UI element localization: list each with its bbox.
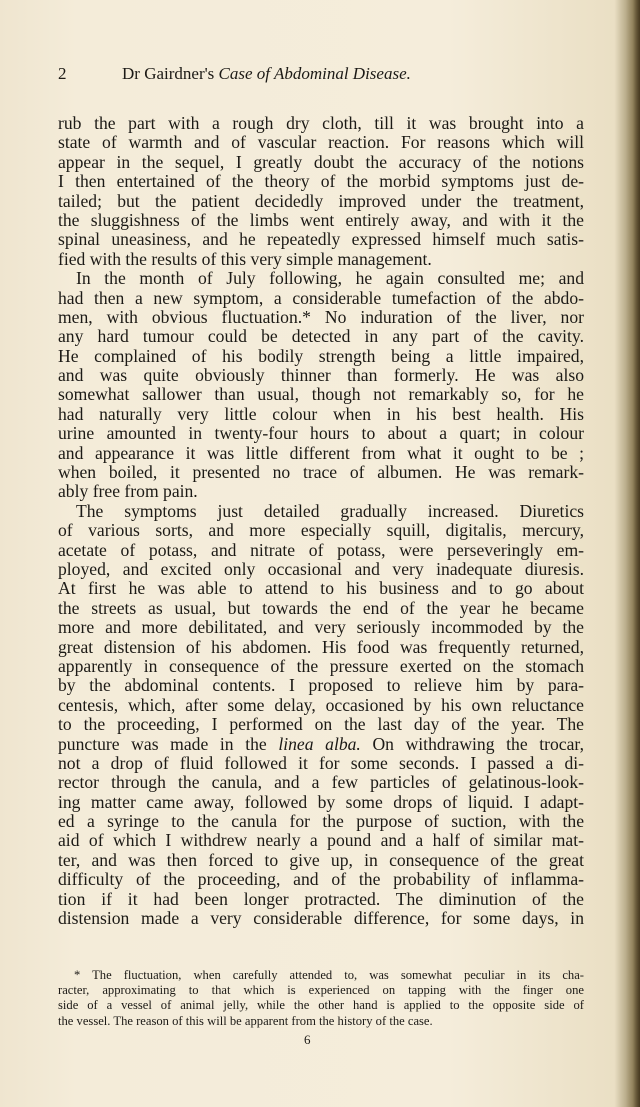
text-line: ployed, and excited only occasional and very inadequate diuresis. — [58, 559, 584, 579]
text-line: He complained of his bodily strength being a little impaired, — [58, 346, 584, 366]
text-line: aid of which I withdrew nearly a pound and a half of similar mat- — [58, 831, 584, 851]
text-line: acetate of potass, and nitrate of potass, were perseveringly em- — [58, 540, 584, 560]
text-line: I then entertained of the theory of the morbid symptoms just de- — [58, 172, 584, 192]
text-line: centesis, which, after some delay, occasioned by his own reluctance — [58, 695, 584, 715]
text-line: rector through the canula, and a few particles of gelatinous-look- — [58, 773, 584, 793]
text-line: difficulty of the proceeding, and of the probability of inflamma- — [58, 870, 584, 890]
text-line: and appearance it was little different from what it ought to be ; — [58, 443, 584, 463]
running-title — [122, 64, 411, 84]
text-line: had then a new symptom, a considerable tumefaction of the abdo- — [58, 288, 584, 308]
text-line: any hard tumour could be detected in any part of the cavity. — [58, 327, 584, 347]
text-line: not a drop of fluid followed it for some seconds. I passed a di- — [58, 753, 584, 773]
page-number: 2 — [58, 64, 67, 83]
text-line: and was quite obviously thinner than formerly. He was also — [58, 366, 584, 386]
text-line: the streets as usual, but towards the end of the year he became — [58, 598, 584, 618]
text-line: great distension of his abdomen. His food was frequently returned, — [58, 637, 584, 657]
signature-mark: 6 — [304, 1032, 311, 1047]
text-line: fied with the results of this very simple management. — [58, 249, 432, 269]
footnote — [58, 968, 584, 1029]
text-line: tailed; but the patient decidedly improved under the treatment, — [58, 191, 584, 211]
text-line: somewhat sallower than usual, though not remarkably so, for he — [58, 385, 584, 405]
header-title: Case of Abdominal Disease. — [218, 64, 411, 83]
text-line: In the month of July following, he again consulted me; and — [76, 269, 584, 289]
text-line: tion if it had been longer protracted. The diminution of the — [58, 889, 584, 909]
header-author: Dr Gairdner's — [122, 64, 215, 83]
text-line: state of warmth and of vascular reaction. For reasons which will — [58, 133, 584, 153]
text-line: had naturally very little colour when in his best health. His — [58, 404, 584, 424]
text-line: ably free from pain. — [58, 482, 198, 502]
text-line: appear in the sequel, I greatly doubt the accuracy of the notions — [58, 152, 584, 172]
text-line: apparently in consequence of the pressure exerted on the stomach — [58, 656, 584, 676]
text-line: urine amounted in twenty-four hours to about a quart; in colour — [58, 424, 584, 444]
text-line: the sluggishness of the limbs went entirely away, and with it the — [58, 210, 584, 230]
text-line: ed a syringe to the canula for the purpose of suction, with the — [58, 812, 584, 832]
text-line: spinal uneasiness, and he repeatedly expressed himself much satis- — [58, 230, 584, 250]
footnote-line: racter, approximating to that which is experienced on tapping with the finger one — [58, 983, 584, 998]
page-edge-shadow — [626, 0, 640, 1107]
text-line: The symptoms just detailed gradually increased. Diuretics — [76, 501, 584, 521]
text-line: by the abdominal contents. I proposed to relieve him by para- — [58, 676, 584, 696]
text-line: men, with obvious fluctuation.* No induration of the liver, nor — [58, 307, 584, 327]
text-line: more and more debilitated, and very seriously incommoded by the — [58, 618, 584, 638]
text-run: puncture was made in the — [58, 734, 279, 754]
running-header — [58, 64, 578, 88]
body-text — [58, 114, 584, 928]
footnote-line: * The fluctuation, when carefully attended to, was somewhat peculiar in its cha- — [74, 968, 584, 982]
text-line: distension made a very considerable difference, for some days, in — [58, 909, 584, 929]
text-line: ter, and was then forced to give up, in consequence of the great — [58, 850, 584, 870]
text-line: At first he was able to attend to his business and to go about — [58, 579, 584, 599]
text-line: ing matter came away, followed by some drops of liquid. I adapt- — [58, 792, 584, 812]
footnote-line: side of a vessel of animal jelly, while the other hand is applied to the opposite side of — [58, 998, 584, 1013]
italic-term-linea-alba: linea alba. — [278, 734, 361, 754]
text-run: On withdrawing the trocar, — [360, 734, 584, 754]
text-line: when boiled, it presented no trace of albumen. He was remark- — [58, 463, 584, 483]
text-line: to the proceeding, I performed on the last day of the year. The — [58, 715, 584, 735]
footnote-line: the vessel. The reason of this will be apparent from the history of the case. — [58, 1013, 433, 1028]
text-line — [58, 735, 584, 754]
text-line: of various sorts, and more especially squill, digitalis, mercury, — [58, 521, 584, 541]
text-line: rub the part with a rough dry cloth, till it was brought into a — [58, 114, 584, 133]
